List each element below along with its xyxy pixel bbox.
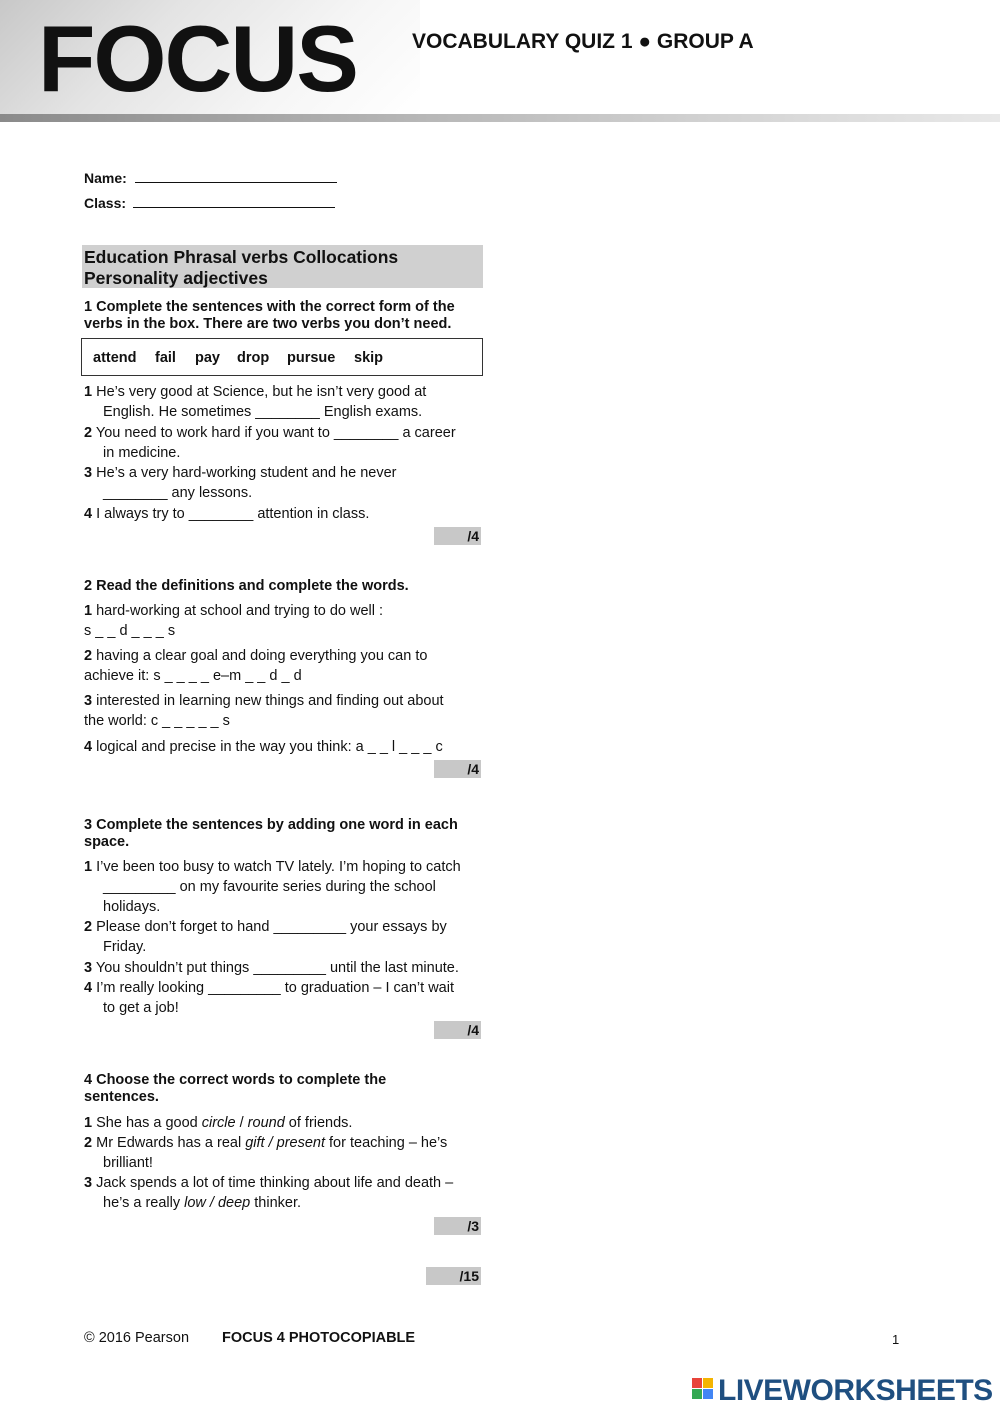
- topics-box: [82, 245, 483, 288]
- item-text-cont: to get a job!: [103, 1000, 179, 1016]
- item-text: of friends.: [284, 1115, 353, 1131]
- liveworksheets-text: LIVEWORKSHEETS: [718, 1374, 993, 1407]
- item-text: I’ve been too busy to watch TV lately. I’m hoping to catch: [96, 859, 461, 875]
- ex2-score: /4: [434, 760, 481, 778]
- item-number: 2: [84, 425, 93, 441]
- word-fail: fail: [155, 350, 176, 366]
- ex1-item-2: [84, 423, 484, 463]
- item-number: 1: [84, 859, 93, 875]
- item-number: 3: [84, 960, 93, 976]
- ex4-item-1: [84, 1113, 484, 1133]
- header-rule: [0, 114, 1000, 122]
- ex3-instructions: [84, 817, 484, 851]
- footer-photocopiable: FOCUS 4 PHOTOCOPIABLE: [222, 1330, 416, 1346]
- ex2-instructions: 2 Read the definitions and complete the words.: [84, 578, 409, 594]
- ex3-instr-line-2: space.: [84, 834, 130, 850]
- ex2-item-2: [84, 646, 484, 686]
- item-text-cont[interactable]: English. He sometimes ________ English exams.: [103, 404, 423, 420]
- ex4-instr-line-2: sentences.: [84, 1089, 159, 1105]
- word-drop: drop: [237, 350, 270, 366]
- name-blank[interactable]: [135, 170, 337, 183]
- item-text: interested in learning new things and finding out about: [96, 693, 444, 709]
- topics-line-1: Education Phrasal verbs Collocations: [84, 247, 399, 267]
- item-number: 1: [84, 384, 93, 400]
- item-text-cont: Friday.: [103, 939, 147, 955]
- item-text: She has a good: [96, 1115, 202, 1131]
- item-number: 3: [84, 465, 93, 481]
- ex3-item-4: [84, 978, 484, 1018]
- item-text-cont[interactable]: ________ any lessons.: [103, 485, 253, 501]
- class-label: Class:: [84, 195, 127, 211]
- item-text-cont: holidays.: [103, 899, 161, 915]
- ex3-instr-line-1: 3 Complete the sentences by adding one word in each: [84, 817, 458, 833]
- choice-gift-present[interactable]: gift / present: [245, 1135, 325, 1151]
- item-text: He’s a very hard-working student and he never: [96, 465, 397, 481]
- item-number: 4: [84, 506, 93, 522]
- item-number: 4: [84, 739, 93, 755]
- item-text[interactable]: I’m really looking _________ to graduation – I can’t wait: [96, 980, 455, 996]
- liveworksheets-logo-icon: [692, 1378, 714, 1400]
- ex1-instructions: [84, 299, 484, 333]
- word-blanks[interactable]: s _ _ d _ _ _ s: [84, 623, 176, 639]
- item-text: He’s very good at Science, but he isn’t very good at: [96, 384, 427, 400]
- item-text: Mr Edwards has a real: [96, 1135, 246, 1151]
- word-skip: skip: [354, 350, 384, 366]
- item-text[interactable]: You need to work hard if you want to ________ a career: [95, 425, 456, 441]
- item-text[interactable]: Please don’t forget to hand _________ your essays by: [96, 919, 447, 935]
- ex4-instr-line-1: 4 Choose the correct words to complete the: [84, 1072, 387, 1088]
- item-text: hard-working at school and trying to do well :: [96, 603, 384, 619]
- name-label: Name:: [84, 170, 127, 186]
- item-number: 2: [84, 648, 93, 664]
- total-score: /15: [426, 1267, 481, 1285]
- item-text: Jack spends a lot of time thinking about life and death –: [96, 1175, 454, 1191]
- page-number: 1: [892, 1332, 900, 1347]
- item-text-cont: he’s a really: [103, 1195, 185, 1211]
- ex3-item-1: [84, 857, 484, 917]
- ex4-item-2: [84, 1133, 484, 1173]
- topics-line-2: Personality adjectives: [84, 268, 268, 288]
- item-text: thinker.: [250, 1195, 302, 1211]
- word-blanks[interactable]: the world: c _ _ _ _ _ s: [84, 713, 230, 729]
- word-attend: attend: [93, 350, 137, 366]
- item-text[interactable]: I always try to ________ attention in class.: [96, 506, 370, 522]
- ex4-instructions: [84, 1072, 484, 1106]
- item-text[interactable]: You shouldn’t put things _________ until the last minute.: [95, 960, 459, 976]
- item-text-cont[interactable]: _________ on my favourite series during the school: [103, 879, 436, 895]
- item-number: 3: [84, 693, 93, 709]
- class-field: [84, 195, 335, 211]
- ex1-instr-line-1: 1 Complete the sentences with the correct form of the: [84, 299, 455, 315]
- item-number: 3: [84, 1175, 93, 1191]
- focus-logo: FOCUS: [38, 6, 357, 111]
- footer-copyright: © 2016 Pearson: [84, 1330, 190, 1346]
- ex3-item-2: [84, 917, 484, 957]
- ex1-item-3: [84, 463, 484, 503]
- ex1-item-4: [84, 504, 484, 524]
- ex1-item-1: [84, 382, 484, 422]
- ex3-item-3: [84, 958, 484, 978]
- ex1-word-box: [81, 338, 483, 376]
- choice-low-deep[interactable]: low / deep: [184, 1195, 251, 1211]
- item-text: for teaching – he’s: [325, 1135, 448, 1151]
- item-number: 1: [84, 603, 93, 619]
- word-pursue: pursue: [287, 350, 336, 366]
- class-blank[interactable]: [133, 195, 335, 208]
- ex2-item-1: [84, 601, 484, 641]
- ex2-item-4: [84, 737, 484, 757]
- item-number: 4: [84, 980, 93, 996]
- ex4-item-3: [84, 1173, 484, 1213]
- item-text-cont: brilliant!: [103, 1155, 153, 1171]
- page-header: [0, 0, 1000, 122]
- item-number: 2: [84, 1135, 93, 1151]
- choice-separator: /: [235, 1115, 248, 1131]
- ex1-score: /4: [434, 527, 481, 545]
- ex3-score: /4: [434, 1021, 481, 1039]
- item-number: 1: [84, 1115, 93, 1131]
- item-text: having a clear goal and doing everything you can to: [96, 648, 428, 664]
- item-number: 2: [84, 919, 93, 935]
- ex2-item-3: [84, 691, 484, 731]
- choice-circle[interactable]: circle: [201, 1115, 236, 1131]
- ex1-instr-line-2: verbs in the box. There are two verbs you don’t need.: [84, 316, 452, 332]
- ex4-score: /3: [434, 1217, 481, 1235]
- word-blanks[interactable]: achieve it: s _ _ _ _ e–m _ _ d _ d: [84, 668, 302, 684]
- choice-round[interactable]: round: [247, 1115, 285, 1131]
- word-pay: pay: [195, 350, 220, 366]
- quiz-title: VOCABULARY QUIZ 1 ● GROUP A: [412, 30, 754, 53]
- item-text-cont: in medicine.: [103, 445, 181, 461]
- word-blanks[interactable]: logical and precise in the way you think: a _ _ l _ _ _ c: [96, 739, 443, 755]
- name-field: [84, 170, 337, 186]
